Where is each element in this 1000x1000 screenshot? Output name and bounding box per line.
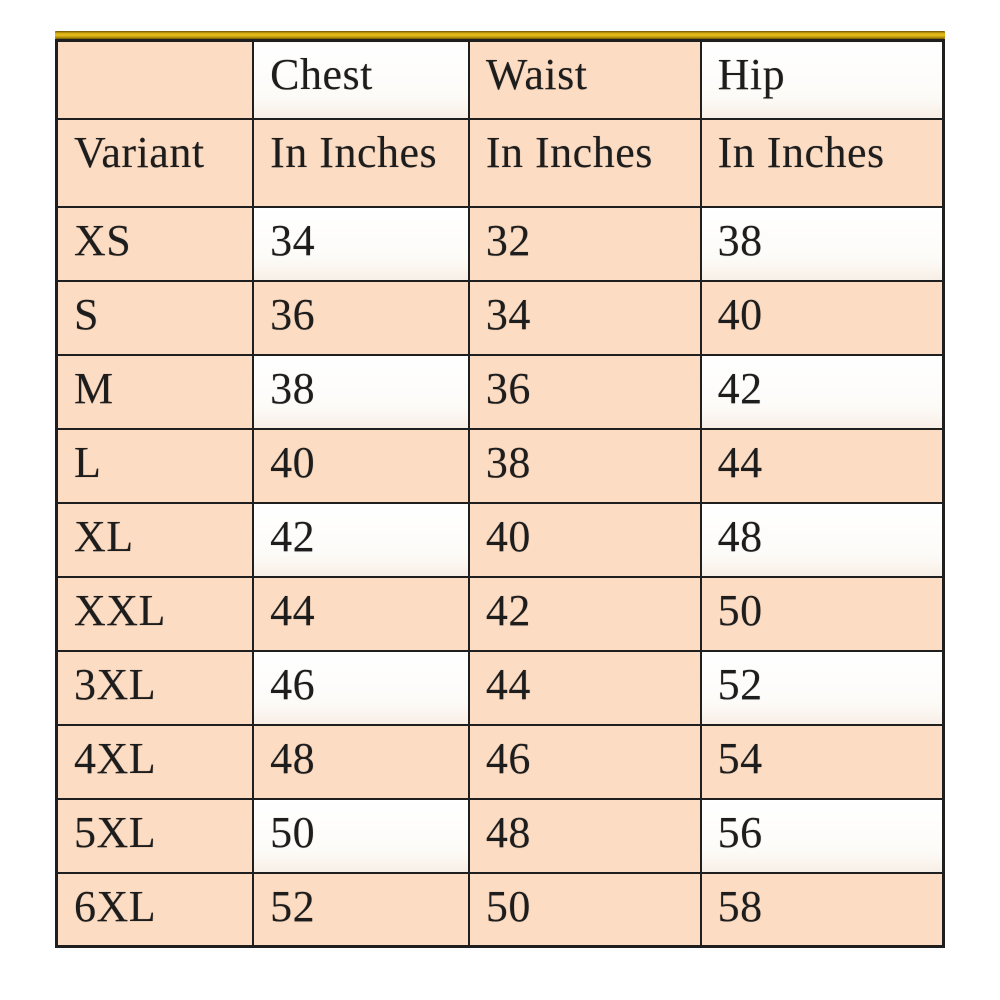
waist-cell: 46 <box>469 725 701 799</box>
waist-cell: 44 <box>469 651 701 725</box>
unit-cell-chest: In Inches <box>253 119 469 207</box>
header-cell-chest: Chest <box>253 41 469 119</box>
hip-cell: 56 <box>701 799 944 873</box>
table-row-4xl <box>57 725 944 799</box>
chest-cell: 36 <box>253 281 469 355</box>
hip-cell: 50 <box>701 577 944 651</box>
chest-cell: 46 <box>253 651 469 725</box>
variant-cell: 5XL <box>57 799 254 873</box>
chest-cell: 42 <box>253 503 469 577</box>
hip-cell: 54 <box>701 725 944 799</box>
chest-cell: 34 <box>253 207 469 281</box>
top-accent-bar <box>55 31 945 39</box>
unit-cell-waist: In Inches <box>469 119 701 207</box>
table-row-3xl <box>57 651 944 725</box>
header-cell-variant: Variant <box>57 119 254 207</box>
size-chart-table <box>55 39 945 948</box>
variant-cell: 6XL <box>57 873 254 947</box>
waist-cell: 40 <box>469 503 701 577</box>
table-row-xxl <box>57 577 944 651</box>
variant-cell: XS <box>57 207 254 281</box>
header-cell-hip: Hip <box>701 41 944 119</box>
variant-cell: XXL <box>57 577 254 651</box>
chest-cell: 48 <box>253 725 469 799</box>
hip-cell: 40 <box>701 281 944 355</box>
variant-cell: 3XL <box>57 651 254 725</box>
waist-cell: 36 <box>469 355 701 429</box>
table-row-xs <box>57 207 944 281</box>
chest-cell: 40 <box>253 429 469 503</box>
chest-cell: 38 <box>253 355 469 429</box>
hip-cell: 42 <box>701 355 944 429</box>
chest-cell: 44 <box>253 577 469 651</box>
hip-cell: 38 <box>701 207 944 281</box>
unit-cell-hip: In Inches <box>701 119 944 207</box>
variant-cell: L <box>57 429 254 503</box>
waist-cell: 48 <box>469 799 701 873</box>
hip-cell: 44 <box>701 429 944 503</box>
table-row-m <box>57 355 944 429</box>
header-cell-blank <box>57 41 254 119</box>
hip-cell: 48 <box>701 503 944 577</box>
variant-cell: S <box>57 281 254 355</box>
waist-cell: 38 <box>469 429 701 503</box>
size-chart <box>55 31 945 948</box>
variant-cell: 4XL <box>57 725 254 799</box>
table-row-s <box>57 281 944 355</box>
table-row-6xl <box>57 873 944 947</box>
chest-cell: 50 <box>253 799 469 873</box>
header-row-units <box>57 119 944 207</box>
table-row-5xl <box>57 799 944 873</box>
waist-cell: 50 <box>469 873 701 947</box>
chest-cell: 52 <box>253 873 469 947</box>
hip-cell: 52 <box>701 651 944 725</box>
table-row-xl <box>57 503 944 577</box>
hip-cell: 58 <box>701 873 944 947</box>
waist-cell: 32 <box>469 207 701 281</box>
variant-cell: M <box>57 355 254 429</box>
waist-cell: 42 <box>469 577 701 651</box>
variant-cell: XL <box>57 503 254 577</box>
waist-cell: 34 <box>469 281 701 355</box>
table-row-l <box>57 429 944 503</box>
header-row-measures <box>57 41 944 119</box>
header-cell-waist: Waist <box>469 41 701 119</box>
